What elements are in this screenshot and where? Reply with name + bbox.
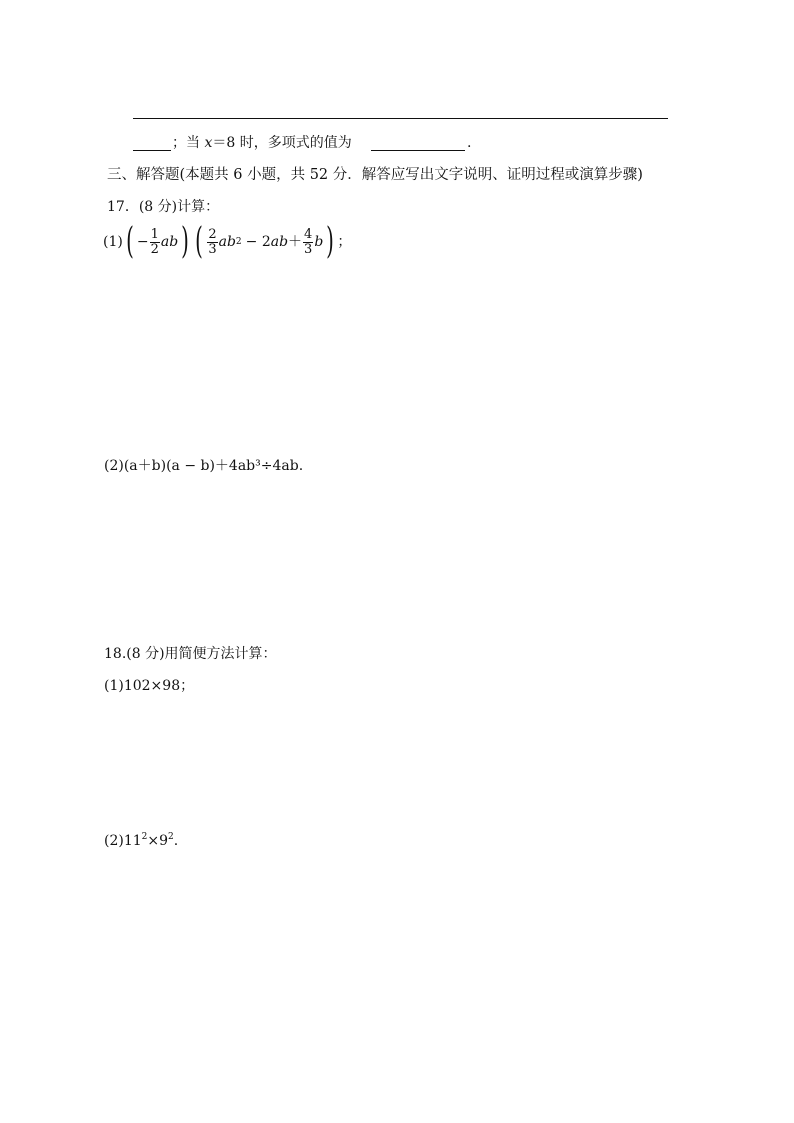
q18-part2-base: (2)11 <box>104 833 142 849</box>
answer-blank-1 <box>133 150 171 151</box>
term-ab3: ab <box>270 234 289 250</box>
term-ab2: ab <box>218 234 236 250</box>
left-paren-1: ( <box>126 221 134 262</box>
plus-sign: ＋ <box>288 234 303 250</box>
fraction-two-thirds: $\frac{2}{3}$ <box>208 226 217 257</box>
q18-part1: (1)102×98； <box>104 678 195 694</box>
right-paren-1: ) <box>181 221 190 262</box>
fraction-one-half: $\frac{1}{2}$ <box>150 226 159 257</box>
condition-text <box>172 136 352 150</box>
q18-title: 18.(8 分)用简便方法计算： <box>104 646 277 662</box>
q18-exp-2: 2 <box>168 832 174 842</box>
exponent-2: 2 <box>235 236 242 247</box>
right-paren-2: ) <box>326 221 335 262</box>
variable-x: x <box>204 135 213 151</box>
q18-part2 <box>104 833 178 848</box>
minus-2: − 2 <box>245 234 271 250</box>
semicolon-when: ；当 <box>172 135 200 151</box>
condition-value-text: ＝8 时，多项式的值为 <box>212 135 352 151</box>
term-ab: ab <box>160 234 179 250</box>
left-paren-2: ( <box>195 221 204 262</box>
q18-part2-mid: ×9 <box>147 833 169 849</box>
answer-line-top <box>133 118 668 119</box>
part1-semicolon: ； <box>337 234 352 250</box>
term-b: b <box>314 234 324 250</box>
fraction-four-thirds: $\frac{4}{3}$ <box>304 226 313 257</box>
q18-part2-end: . <box>173 833 179 849</box>
line2-period: . <box>467 135 472 151</box>
section-heading: 三、解答题(本题共 6 小题，共 52 分．解答应写出文字说明、证明过程或演算步骤) <box>107 167 643 183</box>
minus-sign: − <box>136 234 149 250</box>
answer-blank-2 <box>371 150 465 151</box>
q17-part2: (2)(a＋b)(a − b)＋4ab³÷4ab. <box>104 458 304 474</box>
q17-title: 17．(8 分)计算： <box>107 199 220 215</box>
q18-exp-1: 2 <box>141 832 148 842</box>
q17-part1-label: (1) <box>103 234 123 250</box>
q17-part1 <box>103 222 351 262</box>
